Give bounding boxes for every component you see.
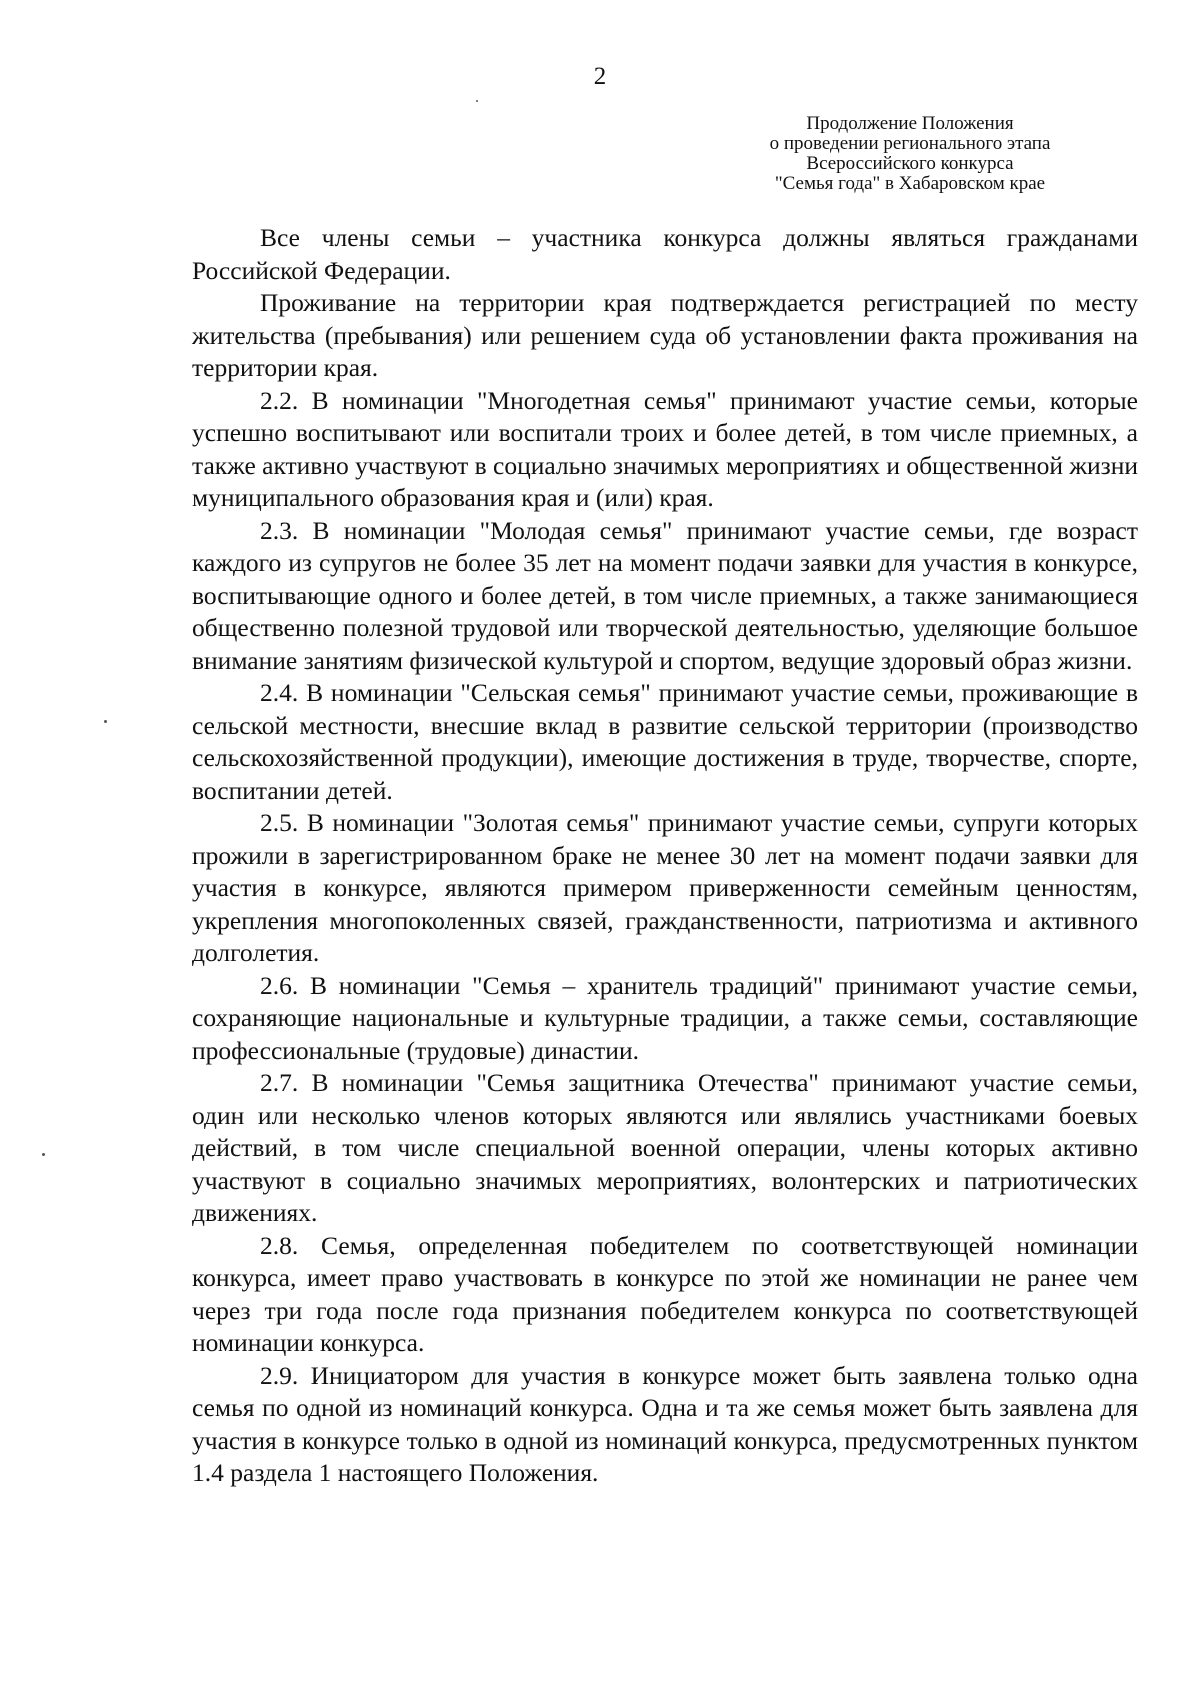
paragraph-2-6: 2.6. В номинации "Семья – хранитель традиций" принимают участие семьи, сохраняющие национальные и культурные традиции, а также семьи, составляющие профессиональные (трудовые) династии. <box>192 970 1138 1065</box>
paragraph-2-9: 2.9. Инициатором для участия в конкурсе может быть заявлена только одна семья по одной из номинаций конкурса. Одна и та же семья может быть заявлена для участия в конкурсе только в одной из номинаций конкурса, предусмотренных пунктом 1.4 раздела 1 настоящего Положения. <box>192 1360 1138 1487</box>
page-number: 2 <box>593 63 607 90</box>
document-body <box>192 222 1138 1490</box>
paragraph-residence: Проживание на территории края подтверждается регистрацией по месту жительства (пребывания) или решением суда об установлении факта проживания на территории края. <box>192 288 1138 382</box>
header-line-1: Продолжение Положения <box>806 113 1014 134</box>
scan-speck <box>476 100 478 102</box>
paragraph-2-4: 2.4. В номинации "Сельская семья" принимают участие семьи, проживающие в сельской местности, внесшие вклад в развитие сельской территории (производство сельскохозяйственной продукции), имеющие достижения в труде, творчестве, спорте, воспитании детей. <box>192 678 1138 805</box>
paragraph-2-2: 2.2. В номинации "Многодетная семья" принимают участие семьи, которые успешно воспитывают или воспитали троих и более детей, в том числе приемных, а также активно участвуют в социально значимых мероприятиях и общественной жизни муниципального образования края и (или) края. <box>192 385 1139 512</box>
paragraph-citizenship: Все члены семьи – участника конкурса должны являться гражданами Российской Федерации. <box>192 223 1138 285</box>
scan-speck <box>42 1153 45 1156</box>
paragraph-2-5: 2.5. В номинации "Золотая семья" принимают участие семьи, супруги которых прожили в зарегистрированном браке не менее 30 лет на момент подачи заявки для участия в конкурсе, являются примером приверженности семейным ценностям, укрепления многопоколенных связей, гражданственности, патриотизма и активного долголетия. <box>192 808 1138 967</box>
header-line-2: о проведении регионального этапа <box>769 133 1051 154</box>
header-line-3: Всероссийского конкурса <box>806 153 1014 174</box>
scan-speck <box>104 720 107 723</box>
paragraph-2-8: 2.8. Семья, определенная победителем по соответствующей номинации конкурса, имеет право участвовать в конкурсе по этой же номинации не ранее чем через три года после года признания победителем конкурса по соответствующей номинации конкурса. <box>192 1230 1138 1357</box>
header-line-4: "Семья года" в Хабаровском крае <box>774 173 1046 194</box>
paragraph-2-3: 2.3. В номинации "Молодая семья" принимают участие семьи, где возраст каждого из супругов не более 35 лет на момент подачи заявки для участия в конкурсе, воспитывающие одного и более детей, в том числе приемных, а также занимающиеся общественно полезной трудовой или творческой деятельностью, уделяющие большое внимание занятиям физической культурой и спортом, ведущие здоровый образ жизни. <box>192 515 1138 675</box>
document-header <box>700 114 1120 194</box>
paragraph-2-7: 2.7. В номинации "Семья защитника Отечества" принимают участие семьи, один или несколько членов которых являются или являлись участниками боевых действий, в том числе специальной военной операции, члены которых активно участвуют в социально значимых мероприятиях, волонтерских и патриотических движениях. <box>192 1068 1138 1227</box>
